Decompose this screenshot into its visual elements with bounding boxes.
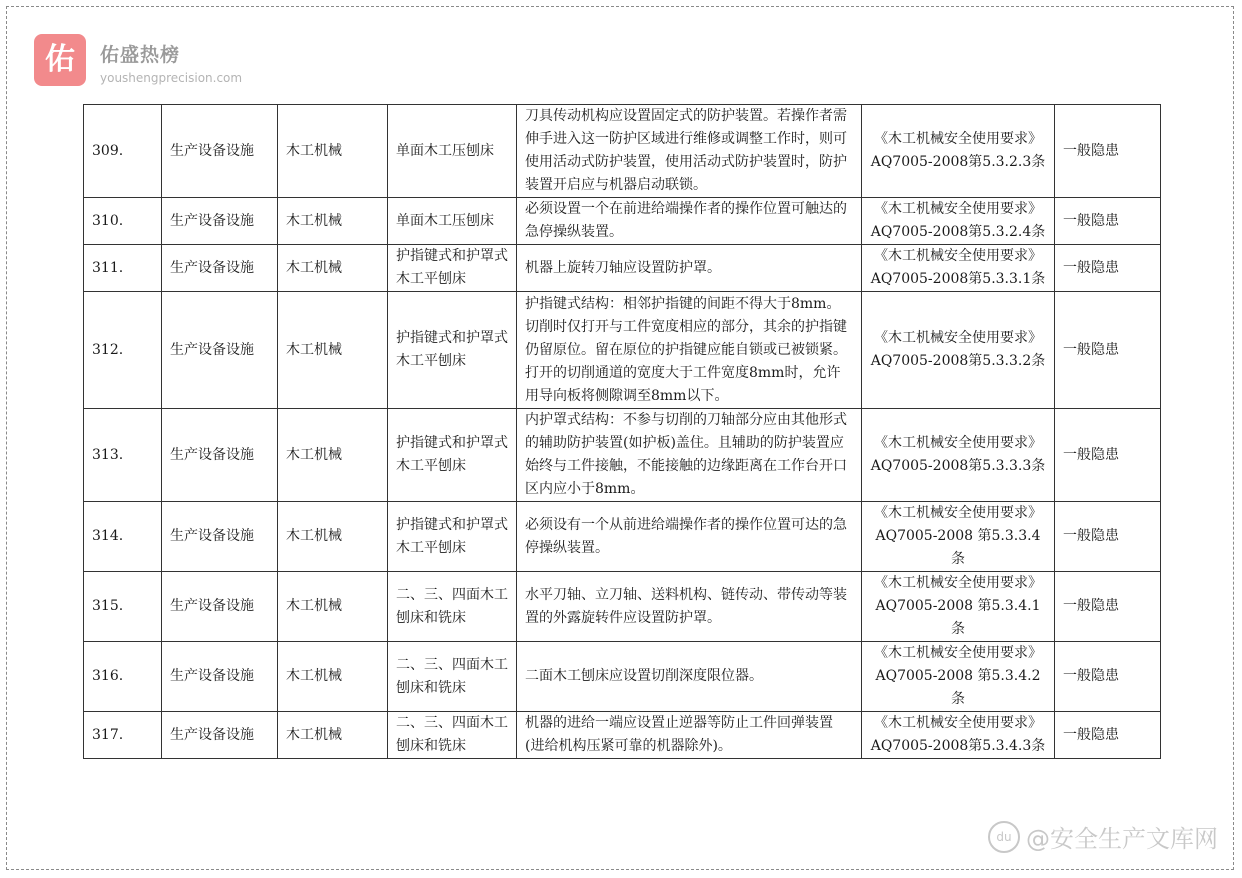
table-row <box>84 409 1161 502</box>
row-number: 310. <box>84 198 162 245</box>
row-device: 护指键式和护罩式木工平刨床 <box>388 245 517 292</box>
row-category: 生产设备设施 <box>162 292 278 409</box>
row-category: 生产设备设施 <box>162 245 278 292</box>
table-row <box>84 245 1161 292</box>
row-type: 木工机械 <box>278 712 388 759</box>
row-type: 木工机械 <box>278 105 388 198</box>
row-type: 木工机械 <box>278 502 388 572</box>
table-row <box>84 502 1161 572</box>
row-number: 315. <box>84 572 162 642</box>
row-basis: 《木工机械安全使用要求》AQ7005-2008第5.3.3.1条 <box>862 245 1055 292</box>
row-level: 一般隐患 <box>1055 572 1161 642</box>
row-device: 单面木工压刨床 <box>388 198 517 245</box>
row-basis: 《木工机械安全使用要求》AQ7005-2008第5.3.3.2条 <box>862 292 1055 409</box>
row-device: 护指键式和护罩式木工平刨床 <box>388 502 517 572</box>
table-row <box>84 642 1161 712</box>
row-device: 护指键式和护罩式木工平刨床 <box>388 409 517 502</box>
row-category: 生产设备设施 <box>162 198 278 245</box>
row-category: 生产设备设施 <box>162 105 278 198</box>
row-number: 316. <box>84 642 162 712</box>
table-row <box>84 572 1161 642</box>
row-level: 一般隐患 <box>1055 712 1161 759</box>
row-level: 一般隐患 <box>1055 105 1161 198</box>
watermark-text: @安全生产文库网 <box>1026 825 1218 853</box>
row-level: 一般隐患 <box>1055 502 1161 572</box>
row-basis: 《木工机械安全使用要求》AQ7005-2008第5.3.3.3条 <box>862 409 1055 502</box>
table-row <box>84 105 1161 198</box>
row-number: 317. <box>84 712 162 759</box>
row-level: 一般隐患 <box>1055 245 1161 292</box>
row-number: 314. <box>84 502 162 572</box>
row-number: 312. <box>84 292 162 409</box>
row-basis: 《木工机械安全使用要求》AQ7005-2008第5.3.4.3条 <box>862 712 1055 759</box>
row-requirement: 护指键式结构：相邻护指键的间距不得大于8mm。切削时仅打开与工件宽度相应的部分，其余的护指键仍留原位。留在原位的护指键应能自锁或已被锁紧。打开的切削通道的宽度大于工件宽度8mm时，允许用导向板将侧隙调至8mm以下。 <box>517 292 862 409</box>
row-category: 生产设备设施 <box>162 572 278 642</box>
row-requirement: 机器的进给一端应设置止逆器等防止工件回弹装置 (进给机构压紧可靠的机器除外)。 <box>517 712 862 759</box>
row-basis: 《木工机械安全使用要求》AQ7005-2008 第5.3.3.4条 <box>862 502 1055 572</box>
row-category: 生产设备设施 <box>162 712 278 759</box>
row-number: 309. <box>84 105 162 198</box>
row-level: 一般隐患 <box>1055 198 1161 245</box>
row-device: 二、三、四面木工刨床和铣床 <box>388 572 517 642</box>
row-category: 生产设备设施 <box>162 409 278 502</box>
hazard-table <box>83 104 1161 759</box>
brand-logo: 佑 <box>34 34 86 86</box>
row-level: 一般隐患 <box>1055 642 1161 712</box>
table-row <box>84 198 1161 245</box>
row-requirement: 二面木工刨床应设置切削深度限位器。 <box>517 642 862 712</box>
row-type: 木工机械 <box>278 642 388 712</box>
row-requirement: 水平刀轴、立刀轴、送料机构、链传动、带传动等装置的外露旋转件应设置防护罩。 <box>517 572 862 642</box>
row-basis: 《木工机械安全使用要求》AQ7005-2008 第5.3.4.1条 <box>862 572 1055 642</box>
paw-icon: du <box>988 821 1020 853</box>
row-type: 木工机械 <box>278 409 388 502</box>
row-type: 木工机械 <box>278 292 388 409</box>
row-basis: 《木工机械安全使用要求》AQ7005-2008第5.3.2.4条 <box>862 198 1055 245</box>
row-requirement: 机器上旋转刀轴应设置防护罩。 <box>517 245 862 292</box>
brand-name: 佑盛热榜 <box>100 44 181 66</box>
row-category: 生产设备设施 <box>162 502 278 572</box>
row-requirement: 内护罩式结构：不参与切削的刀轴部分应由其他形式的辅助防护装置(如护板)盖住。且辅助的防护装置应始终与工件接触，不能接触的边缘距离在工作台开口区内应小于8mm。 <box>517 409 862 502</box>
row-number: 311. <box>84 245 162 292</box>
row-type: 木工机械 <box>278 198 388 245</box>
row-type: 木工机械 <box>278 245 388 292</box>
row-requirement: 刀具传动机构应设置固定式的防护装置。若操作者需伸手进入这一防护区域进行维修或调整工作时，则可使用活动式防护装置，使用活动式防护装置时，防护装置开启应与机器启动联锁。 <box>517 105 862 198</box>
row-device: 二、三、四面木工刨床和铣床 <box>388 642 517 712</box>
row-requirement: 必须设置一个在前进给端操作者的操作位置可触达的急停操纵装置。 <box>517 198 862 245</box>
row-type: 木工机械 <box>278 572 388 642</box>
row-basis: 《木工机械安全使用要求》AQ7005-2008 第5.3.4.2条 <box>862 642 1055 712</box>
row-device: 单面木工压刨床 <box>388 105 517 198</box>
row-category: 生产设备设施 <box>162 642 278 712</box>
row-number: 313. <box>84 409 162 502</box>
row-device: 二、三、四面木工刨床和铣床 <box>388 712 517 759</box>
watermark <box>988 819 1218 854</box>
row-level: 一般隐患 <box>1055 409 1161 502</box>
row-device: 护指键式和护罩式木工平刨床 <box>388 292 517 409</box>
table-row <box>84 292 1161 409</box>
row-requirement: 必须设有一个从前进给端操作者的操作位置可达的急停操纵装置。 <box>517 502 862 572</box>
row-basis: 《木工机械安全使用要求》AQ7005-2008第5.3.2.3条 <box>862 105 1055 198</box>
brand-url: youshengprecision.com <box>100 71 243 85</box>
row-level: 一般隐患 <box>1055 292 1161 409</box>
table-row <box>84 712 1161 759</box>
